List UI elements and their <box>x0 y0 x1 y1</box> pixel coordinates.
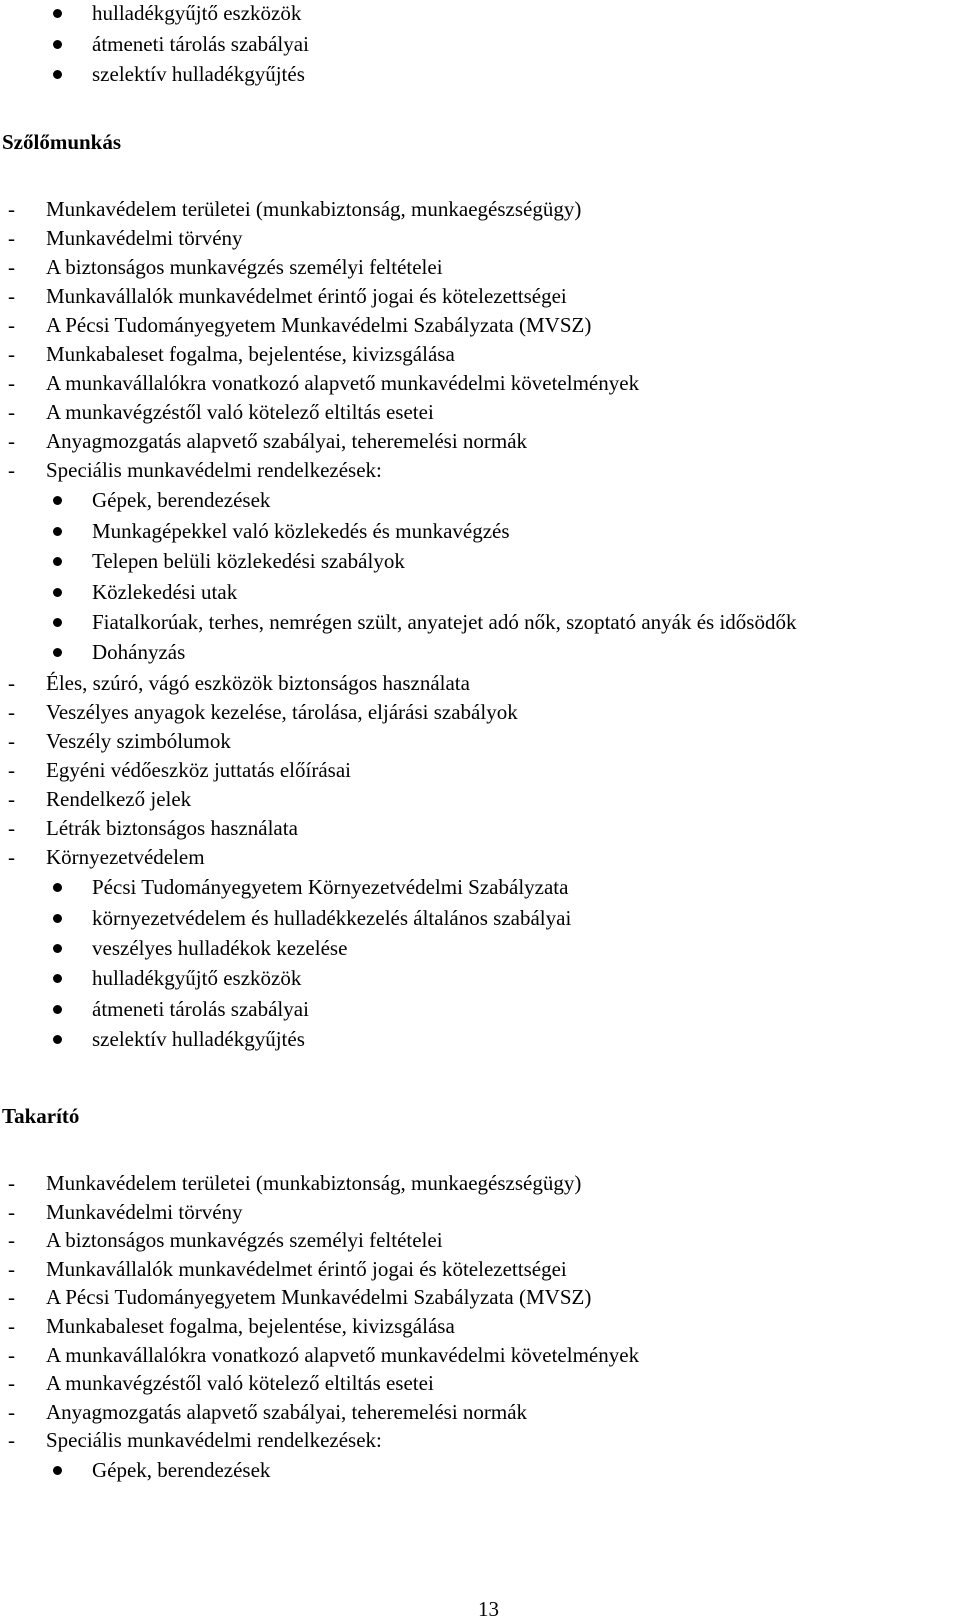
bullet-icon <box>53 883 62 892</box>
bullet-item-text: környezetvédelem és hulladékkezelés általános szabályai <box>92 905 572 930</box>
dash-marker: - <box>8 728 15 753</box>
bullet-item-text: Dohányzás <box>92 640 186 665</box>
dash-item-text: Egyéni védőeszköz juttatás előírásai <box>46 757 351 782</box>
bullet-icon <box>53 70 62 79</box>
dash-item-text: A munkavégzéstől való kötelező eltiltás esetei <box>46 400 434 424</box>
section-heading: Takarító <box>2 1104 80 1128</box>
dash-item-text: Munkavédelmi törvény <box>46 1199 243 1224</box>
bullet-icon <box>53 496 62 505</box>
dash-marker: - <box>8 1228 15 1253</box>
dash-marker: - <box>8 371 15 395</box>
bullet-icon <box>53 1035 62 1044</box>
dash-item-text: A munkavállalókra vonatkozó alapvető munkavédelmi követelmények <box>46 1342 640 1367</box>
dash-marker: - <box>8 786 15 811</box>
dash-item-text: Speciális munkavédelmi rendelkezések: <box>46 1428 382 1453</box>
bullet-icon <box>53 588 62 597</box>
dash-item-text: Veszélyes anyagok kezelése, tárolása, eljárási szabályok <box>46 699 518 724</box>
bullet-item-text: Közlekedési utak <box>92 579 238 604</box>
dash-item-text: A munkavállalókra vonatkozó alapvető munkavédelmi követelmények <box>46 371 640 395</box>
bullet-item-text: hulladékgyűjtő eszközök <box>92 966 302 991</box>
bullet-item-text: átmeneti tárolás szabályai <box>92 996 309 1021</box>
dash-marker: - <box>8 1371 15 1396</box>
dash-item-text: A biztonságos munkavégzés személyi feltételei <box>46 1228 443 1253</box>
dash-marker: - <box>8 226 15 250</box>
bullet-item-text: szelektív hulladékgyűjtés <box>92 62 305 86</box>
bullet-item-text: Telepen belüli közlekedési szabályok <box>92 549 405 574</box>
dash-marker: - <box>8 1314 15 1338</box>
dash-marker: - <box>8 1199 15 1224</box>
dash-marker: - <box>8 1428 15 1453</box>
dash-item-text: Munkavállalók munkavédelmet érintő jogai és kötelezettségei <box>46 1256 567 1281</box>
dash-item-text: Környezetvédelem <box>46 844 205 869</box>
bullet-icon <box>53 557 62 566</box>
dash-item-text: Munkavédelem területei (munkabiztonság, munkaegészségügy) <box>46 1171 582 1195</box>
dash-marker: - <box>8 284 15 308</box>
dash-marker: - <box>8 313 15 337</box>
dash-marker: - <box>8 1285 15 1310</box>
dash-item-text: Anyagmozgatás alapvető szabályai, teheremelési normák <box>46 1399 528 1424</box>
bullet-icon <box>53 618 62 627</box>
dash-marker: - <box>8 699 15 724</box>
dash-item-text: Munkavédelem területei (munkabiztonság, munkaegészségügy) <box>46 197 582 221</box>
bullet-icon <box>53 9 62 18</box>
dash-item-text: A Pécsi Tudományegyetem Munkavédelmi Szabályzata (MVSZ) <box>46 1285 592 1310</box>
bullet-item-text: Munkagépekkel való közlekedés és munkavégzés <box>92 518 510 543</box>
dash-item-text: Munkabaleset fogalma, bejelentése, kivizsgálása <box>46 342 455 366</box>
dash-marker: - <box>8 458 15 482</box>
dash-item-text: Munkabaleset fogalma, bejelentése, kivizsgálása <box>46 1314 455 1338</box>
dash-item-text: Munkavállalók munkavédelmet érintő jogai és kötelezettségei <box>46 284 567 308</box>
dash-item-text: A munkavégzéstől való kötelező eltiltás esetei <box>46 1371 434 1396</box>
dash-marker: - <box>8 1399 15 1424</box>
dash-item-text: A Pécsi Tudományegyetem Munkavédelmi Szabályzata (MVSZ) <box>46 313 592 337</box>
dash-marker: - <box>8 255 15 279</box>
dash-marker: - <box>8 1171 15 1195</box>
bullet-icon <box>53 40 62 49</box>
dash-marker: - <box>8 197 15 221</box>
page-number: 13 <box>478 1597 499 1621</box>
dash-marker: - <box>8 757 15 782</box>
dash-marker: - <box>8 342 15 366</box>
bullet-icon <box>53 974 62 983</box>
bullet-item-text: szelektív hulladékgyűjtés <box>92 1027 305 1052</box>
bullet-icon <box>53 914 62 923</box>
dash-marker: - <box>8 400 15 424</box>
bullet-icon <box>53 1005 62 1014</box>
bullet-item-text: Pécsi Tudományegyetem Környezetvédelmi Szabályzata <box>92 875 569 900</box>
bullet-icon <box>53 648 62 657</box>
dash-item-text: A biztonságos munkavégzés személyi feltételei <box>46 255 443 279</box>
bullet-item-text: hulladékgyűjtő eszközök <box>92 1 302 25</box>
dash-marker: - <box>8 670 15 695</box>
dash-marker: - <box>8 815 15 840</box>
section-heading: Szőlőmunkás <box>2 130 122 154</box>
dash-marker: - <box>8 1342 15 1367</box>
dash-item-text: Létrák biztonságos használata <box>46 815 298 840</box>
dash-marker: - <box>8 844 15 869</box>
dash-item-text: Veszély szimbólumok <box>46 728 231 753</box>
bullet-item-text: veszélyes hulladékok kezelése <box>92 936 348 960</box>
bullet-item-text: Gépek, berendezések <box>92 488 271 513</box>
dash-item-text: Speciális munkavédelmi rendelkezések: <box>46 458 382 482</box>
bullet-icon <box>53 1466 62 1475</box>
dash-item-text: Anyagmozgatás alapvető szabályai, teheremelési normák <box>46 429 528 453</box>
bullet-icon <box>53 944 62 953</box>
dash-item-text: Munkavédelmi törvény <box>46 226 243 250</box>
bullet-item-text: átmeneti tárolás szabályai <box>92 31 309 56</box>
bullet-item-text: Gépek, berendezések <box>92 1458 271 1483</box>
dash-item-text: Rendelkező jelek <box>46 786 192 811</box>
dash-item-text: Éles, szúró, vágó eszközök biztonságos használata <box>46 670 470 695</box>
dash-marker: - <box>8 1256 15 1281</box>
bullet-item-text: Fiatalkorúak, terhes, nemrégen szült, anyatejet adó nők, szoptató anyák és idősödők <box>92 610 797 634</box>
dash-marker: - <box>8 429 15 453</box>
bullet-icon <box>53 527 62 536</box>
